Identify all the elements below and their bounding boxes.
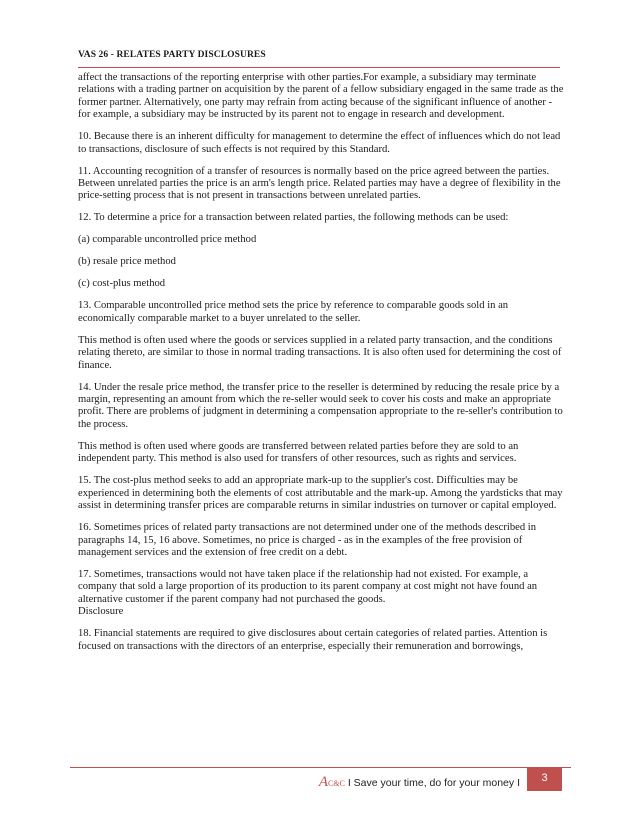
paragraph-14: 14. Under the resale price method, the transfer price to the reseller is determined by reducing the resale price by a margin, representing an amount from which the re-seller would seek to cover his costs and make an appropriate profit. There are problems of judgment in determining a compensation appropriate to the re-seller's contribution to the process. [78,381,563,430]
logo-rest: C&C [328,779,345,788]
paragraph-13: 13. Comparable uncontrolled price method sets the price by reference to comparable goods sold in an economically comparable market to a buyer unrelated to the seller. [78,300,509,324]
paragraph-14-detail: This method is often used where goods are transferred between related parties before they are sold to an independent party. This method is also used for transfers of other resources, such as rights and services. [78,440,519,465]
section-heading-disclosure: Disclosure [78,606,124,618]
company-logo [318,774,345,790]
paragraph-13-detail: This method is often used where the goods or services supplied in a related party transaction, and the conditions relating thereto, are similar to those in normal trading transactions. It is also often used for determining the cost of finance. [78,334,562,371]
list-item-b: (b) resale price method [78,256,176,268]
document-body [78,72,566,663]
list-item-a: (a) comparable uncontrolled price method [78,234,257,246]
paragraph-11: 11. Accounting recognition of a transfer of resources is normally based on the price agreed between the parties. Between unrelated parties the price is an arm's length price. Related parties may have a degree of flexibility in the price-setting process that is not present in transactions between unrelated parties. [78,165,561,202]
paragraph-continuation: affect the transactions of the reporting enterprise with other parties.For example, a subsidiary may terminate relations with a trading partner on acquisition by the parent of a fellow subsidiary engaged in the same trade as the former partner. Alternatively, one party may refrain from acting because of the significant influence of another - for example, a subsidiary may be instructed by its parent not to engage in research and development. [78,72,564,121]
footer-divider [70,767,571,768]
logo-initial: A [318,774,328,790]
header-divider [78,67,560,68]
paragraph-16: 16. Sometimes prices of related party transactions are not determined under one of the methods described in paragraphs 14, 15, 16 above. Sometimes, no price is charged - as in the examples of the free provision of management services and the extension of free credit on a debt. [78,522,537,558]
footer [319,774,520,791]
paragraph-12: 12. To determine a price for a transaction between related parties, the following methods can be used: [78,212,509,224]
footer-tagline: I Save your time, do for your money I [347,777,520,789]
running-header: VAS 26 - RELATES PARTY DISCLOSURES [78,50,266,60]
list-item-c: (c) cost-plus method [78,278,166,290]
paragraph-17: 17. Sometimes, transactions would not have taken place if the relationship had not existed. For example, a company that sold a large proportion of its production to its parent company at cost might not have found an alternative customer if the parent company had not purchased the goods. [78,568,538,605]
paragraph-15: 15. The cost-plus method seeks to add an appropriate mark-up to the supplier's cost. Difficulties may be experienced in determining both the elements of cost attributable and the mark-up. Among the yardsticks that may assist in determining transfer prices are comparable returns in similar industries on turnover or capital employed. [78,475,563,512]
page-number: 3 [541,772,548,784]
page-number-badge [527,767,562,791]
paragraph-10: 10. Because there is an inherent difficulty for management to determine the effect of influences which do not lead to transactions, disclosure of such effects is not required by this Standard. [78,131,561,155]
paragraph-18: 18. Financial statements are required to give disclosures about certain categories of related parties. Attention is focused on transactions with the directors of an enterprise, especially their remuneration and borrowings, [78,628,548,652]
